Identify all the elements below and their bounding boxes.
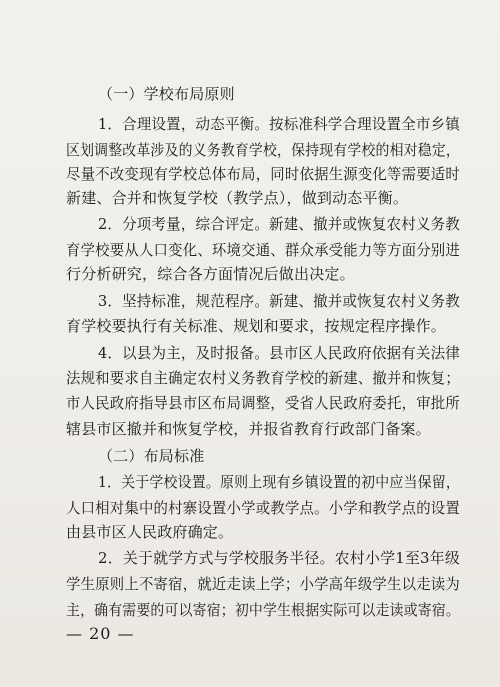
paragraph-line: 4．以县为主，及时报备。县市区人民政府依据有关法律 [98, 344, 460, 362]
paragraph-line: 育学校要从人口变化、环境交通、群众承受能力等方面分别进 [66, 241, 460, 259]
paragraph-line: 人口相对集中的村寨设置小学或教学点。小学和教学点的设置 [66, 499, 460, 517]
paragraph-line: 区划调整改革涉及的义务教育学校，保持现有学校的相对稳定， [66, 141, 460, 159]
paragraph-line: 主，确有需要的可以寄宿；初中学生根据实际可以走读或寄宿。 [66, 601, 460, 619]
section-heading: （二）布局标准 [98, 447, 205, 465]
paragraph-line: 市人民政府指导县市区布局调整，受省人民政府委托，审批所 [66, 394, 460, 412]
paragraph-line: 1．合理设置，动态平衡。按标准科学合理设置全市乡镇 [98, 115, 460, 133]
section-heading: （一）学校布局原则 [98, 85, 235, 103]
paragraph-line: 由县市区人民政府确定。 [66, 523, 234, 541]
paragraph-line: 2．分项考量，综合评定。新建、撤并或恢复农村义务教 [98, 215, 460, 233]
paragraph-line: 新建、合并和恢复学校（教学点），做到动态平衡。 [66, 189, 409, 207]
paragraph-line: 育学校要执行有关标准、规划和要求，按规定程序操作。 [66, 317, 447, 335]
paragraph-line: 1．关于学校设置。原则上现有乡镇设置的初中应当保留， [98, 473, 460, 491]
paragraph-line: 尽量不改变现有学校总体布局，同时依据生源变化等需要适时 [66, 165, 460, 183]
paragraph-line: 辖县市区撤并和恢复学校，并报省教育行政部门备案。 [66, 420, 431, 438]
paragraph-line: 学生原则上不寄宿，就近走读上学；小学高年级学生以走读为 [66, 575, 460, 593]
paragraph-line: 3．坚持标准，规范程序。新建、撤并或恢复农村义务教 [98, 292, 460, 310]
paragraph-line: 法规和要求自主确定农村义务教育学校的新建、撤并和恢复； [66, 369, 460, 387]
paragraph-line: 行分析研究，综合各方面情况后做出决定。 [66, 265, 355, 283]
paragraph-line: 2．关于就学方式与学校服务半径。农村小学1至3年级 [98, 549, 461, 567]
page-number: — 20 — [66, 624, 135, 643]
